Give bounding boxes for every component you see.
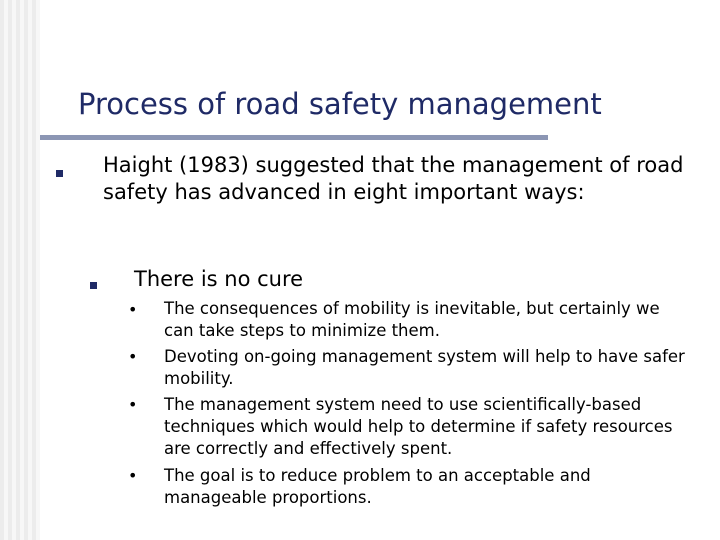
square-bullet-icon bbox=[56, 170, 63, 177]
title-underline bbox=[40, 135, 548, 140]
bullet-level2-text: There is no cure bbox=[134, 267, 304, 291]
dot-bullet-icon: • bbox=[128, 347, 138, 366]
bullet-level3-text: The consequences of mobility is inevitable, but certainly we can take steps to minimize them. bbox=[164, 299, 660, 340]
slide-title: Process of road safety management bbox=[78, 87, 602, 121]
bullet-level3-text: The goal is to reduce problem to an acceptable and manageable proportions. bbox=[164, 466, 591, 507]
square-bullet-icon bbox=[90, 282, 97, 289]
bullet-level1-text: Haight (1983) suggested that the management of road safety has advanced in eight important ways: bbox=[103, 153, 684, 204]
bullet-level3-text: Devoting on-going management system will help to have safer mobility. bbox=[164, 347, 685, 388]
dot-bullet-icon: • bbox=[128, 300, 138, 319]
dot-bullet-icon: • bbox=[128, 395, 138, 414]
dot-bullet-icon: • bbox=[128, 466, 138, 485]
bullet-level3-text: The management system need to use scientifically-based techniques which would help to determine if safety resources are correctly and effectively spent. bbox=[164, 395, 673, 458]
